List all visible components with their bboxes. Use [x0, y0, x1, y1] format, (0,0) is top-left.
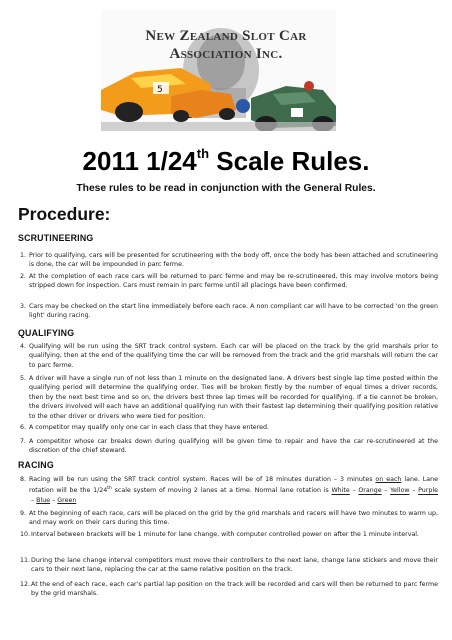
lane-green: Green: [57, 496, 77, 504]
rule-text: A driver will have a single run of not less than 1 minute on the designated lane. A drivers best single lap time posted within the qualifying period will determine the qualifying order. Ties will be broken firstly by the number of equal times a driver records, then by the next best time and so on, the drivers best three lap times will be recorded for qualifying. If a tie cannot be broken, the drivers involved will each have an additional qualifying run with their fastest lap determining their qualifying position relative to the other driver or drivers who were tied for position.: [29, 375, 438, 420]
lane-orange: Orange: [358, 487, 382, 495]
lane-separator: –: [381, 487, 391, 495]
rule-7: [20, 437, 438, 456]
rule-11: [20, 556, 438, 575]
rule-text: A competitor may qualify only one car in each class that they have entered.: [29, 424, 270, 431]
rule-number: 12.: [20, 581, 31, 588]
rule-8-underlined: on each: [375, 476, 402, 483]
rule-8-sup: th: [107, 486, 112, 492]
rule-1: [20, 251, 438, 270]
rule-text: Interval between brackets will be 1 minute for lane change, with computer controlled power on after the 1 minute interval.: [31, 531, 420, 538]
section-heading-racing: RACING: [18, 460, 54, 470]
rule-8: [20, 475, 441, 505]
rule-text: Qualifying will be run using the SRT track control system. Each car will be placed on the track by the grid marshals prior to qualifying, then at the end of the qualifying time the car will be removed from the track and the grid marshals will return the car to parc ferme.: [29, 343, 438, 369]
title-sup: th: [196, 146, 210, 162]
lane-separator: –: [29, 496, 37, 504]
rule-number: 3.: [20, 303, 27, 310]
association-title-line2: Association Inc.: [169, 46, 283, 62]
rule-text: Cars may be checked on the start line immediately before each race. A non compliant car will have to be corrected 'on the green light' during racing.: [29, 303, 438, 320]
rule-number: 9.: [20, 510, 27, 517]
rule-text: A competitor whose car breaks down during qualifying will be given time to repair and have the car re-scrutineered at the discretion of the chief steward.: [29, 438, 438, 455]
rule-8-text-a: Racing will be run using the SRT track control system. Races will be of 18 minutes duration – 3 minutes: [29, 476, 376, 483]
title-main: 2011 1/24: [82, 146, 197, 176]
title-rest: Scale Rules.: [209, 146, 370, 176]
rule-5: [20, 374, 438, 421]
rule-3: [20, 302, 438, 321]
rule-text: During the lane change interval competitors must move their controllers to the next lane, change lane stickers and move their cars to their next lane, replacing the car at the same relative position on the track.: [31, 557, 438, 574]
rule-number: 10.: [20, 531, 31, 538]
procedure-heading: Procedure:: [18, 204, 111, 224]
lane-yellow: Yellow: [390, 487, 410, 495]
section-heading-scrutineering: SCRUTINEERING: [18, 233, 94, 243]
lane-separator: –: [349, 487, 359, 495]
association-title-line1: New Zealand Slot Car: [145, 28, 307, 44]
rule-10: [20, 530, 438, 539]
rule-text: At the completion of each race cars will be returned to parc ferme and may be re-scrutineered, this may involve motors being stripped down for inspection. Cars must remain in parc ferme until all placings have been confirmed.: [29, 273, 438, 290]
rule-number: 4.: [20, 343, 27, 350]
rule-number: 7.: [20, 438, 27, 445]
rule-2: [20, 272, 438, 291]
section-heading-qualifying: QUALIFYING: [18, 328, 75, 338]
rule-number: 5.: [20, 375, 27, 382]
rule-9: [20, 509, 438, 528]
association-title: [0, 27, 452, 63]
rule-number: 8.: [20, 476, 27, 483]
rule-text: [29, 475, 441, 505]
rule-text: Prior to qualifying, cars will be presented for scrutineering with the body off, once the body has been attached and scrutineering is done, the car will be impounded in parc ferme.: [29, 252, 438, 269]
rule-12: [20, 580, 438, 599]
svg-text:5: 5: [157, 85, 163, 95]
rule-number: 2.: [20, 273, 27, 280]
lane-blue: Blue: [36, 496, 51, 504]
rule-number: 11.: [20, 557, 31, 564]
rule-text: At the end of each race, each car's partial lap position on the track will be recorded and cars will then be returned to parc ferme by the grid marshals.: [31, 581, 438, 598]
rule-number: 6.: [20, 424, 27, 431]
rule-number: 1.: [20, 252, 27, 259]
rule-4: [20, 342, 438, 370]
document-title: [0, 146, 452, 177]
document-subtitle: These rules to be read in conjunction with the General Rules.: [76, 183, 376, 194]
rule-8-text-b: lane. Lane rotation will be the 1/24: [29, 476, 441, 495]
lane-separator: –: [50, 496, 58, 504]
lane-purple: Purple: [418, 487, 438, 495]
lane-separator: –: [409, 487, 419, 495]
rule-text: At the beginning of each race, cars will be placed on the grid by the grid marshals and racers will have two minutes to warm up, and may work on their cars during this time.: [29, 510, 438, 527]
rule-6: [20, 423, 438, 432]
rule-8-text-c: scale system of moving 2 lanes at a time. Normal lane rotation is: [111, 487, 332, 495]
lane-white: White: [331, 487, 350, 495]
